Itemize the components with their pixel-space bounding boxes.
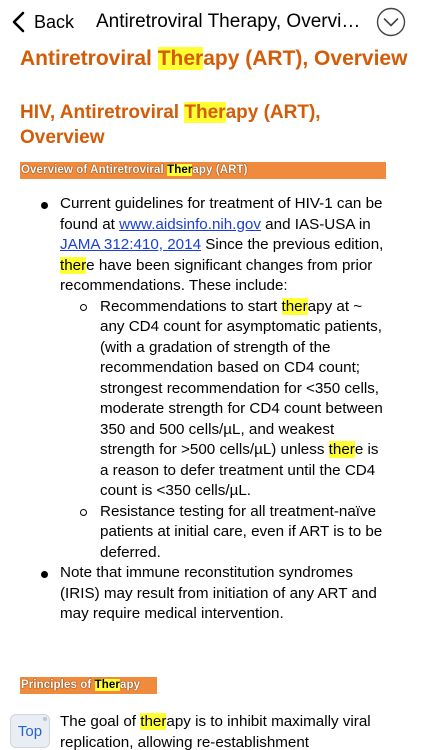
search-highlight: ther	[281, 297, 308, 315]
main-heading: Antiretroviral Therapy (ART), Overview	[20, 47, 408, 70]
top-button-label: Top	[17, 722, 43, 740]
search-highlight: Ther	[184, 102, 226, 123]
list-item: Resistance testing for all treatment-naïve patients at initial care, even if ART is to be deferred.	[78, 502, 388, 564]
principles-paragraph: The goal of therapy is to inhibit maximally viral replication, allowing re-establishment	[60, 713, 371, 750]
search-highlight: ther	[140, 713, 167, 730]
back-button-label: Back	[34, 11, 75, 32]
sub-heading: HIV, Antiretroviral Therapy (ART), Overview	[20, 102, 321, 148]
jama-link[interactable]: JAMA 312:410, 2014	[60, 236, 202, 253]
section-header-principles: Principles of Therapy	[20, 677, 157, 694]
list-item: Recommendations to start therapy at ~ any CD4 count for asymptomatic patients, (with a gradation of strength of the recommendation based on CD4 count; strongest recommendation for <350 cells, moderate strength for CD4 count between 350 and 500 cells/µL, and weakest strength for >500 cells/µL) unless there is a reason to defer treatment until the CD4 count is <350 cells/µL.	[78, 297, 388, 502]
article-content	[0, 44, 422, 750]
search-highlight: ther	[328, 441, 355, 458]
search-highlight: Ther	[157, 47, 204, 70]
overview-list	[38, 194, 388, 625]
sub-list	[78, 297, 388, 564]
chevron-left-icon	[8, 10, 30, 34]
list-item: Current guidelines for treatment of HIV-1 can be found at www.aidsinfo.nih.gov and IAS-USA in JAMA 312:410, 2014 Since the previous edition, there have been significant changes from prior recommendations. These include: Recommendations to start therapy at ~ any CD4 count for asymptomatic patients, (with a gradation of strength of the recommendation based on CD4 count; strongest recommendation for <350 cells, moderate strength for CD4 count between 350 and 500 cells/µL, and weakest strength for >500 cells/µL) unless there is a reason to defer treatment until the CD4 count is <350 cells/µL. Resistance testing for all treatment-naïve patients at initial care, even if ART is to be deferred.	[38, 194, 388, 563]
search-highlight: Ther	[167, 164, 193, 176]
chevron-down-circle-icon[interactable]	[376, 7, 406, 37]
dot-icon	[43, 717, 47, 721]
search-highlight: Ther	[94, 679, 120, 691]
page-title: Antiretroviral Therapy, Overvi…	[96, 11, 361, 32]
search-highlight: ther	[60, 256, 87, 274]
back-button[interactable]	[8, 8, 74, 36]
aidsinfo-link[interactable]: www.aidsinfo.nih.gov	[119, 215, 261, 233]
list-item: Note that immune reconstitution syndromes (IRIS) may result from initiation of any ART and may require medical intervention.	[38, 563, 388, 625]
section-header-overview: Overview of Antiretroviral Therapy (ART)	[20, 162, 386, 179]
scroll-to-top-button[interactable]	[10, 714, 50, 748]
navigation-bar	[0, 0, 422, 44]
